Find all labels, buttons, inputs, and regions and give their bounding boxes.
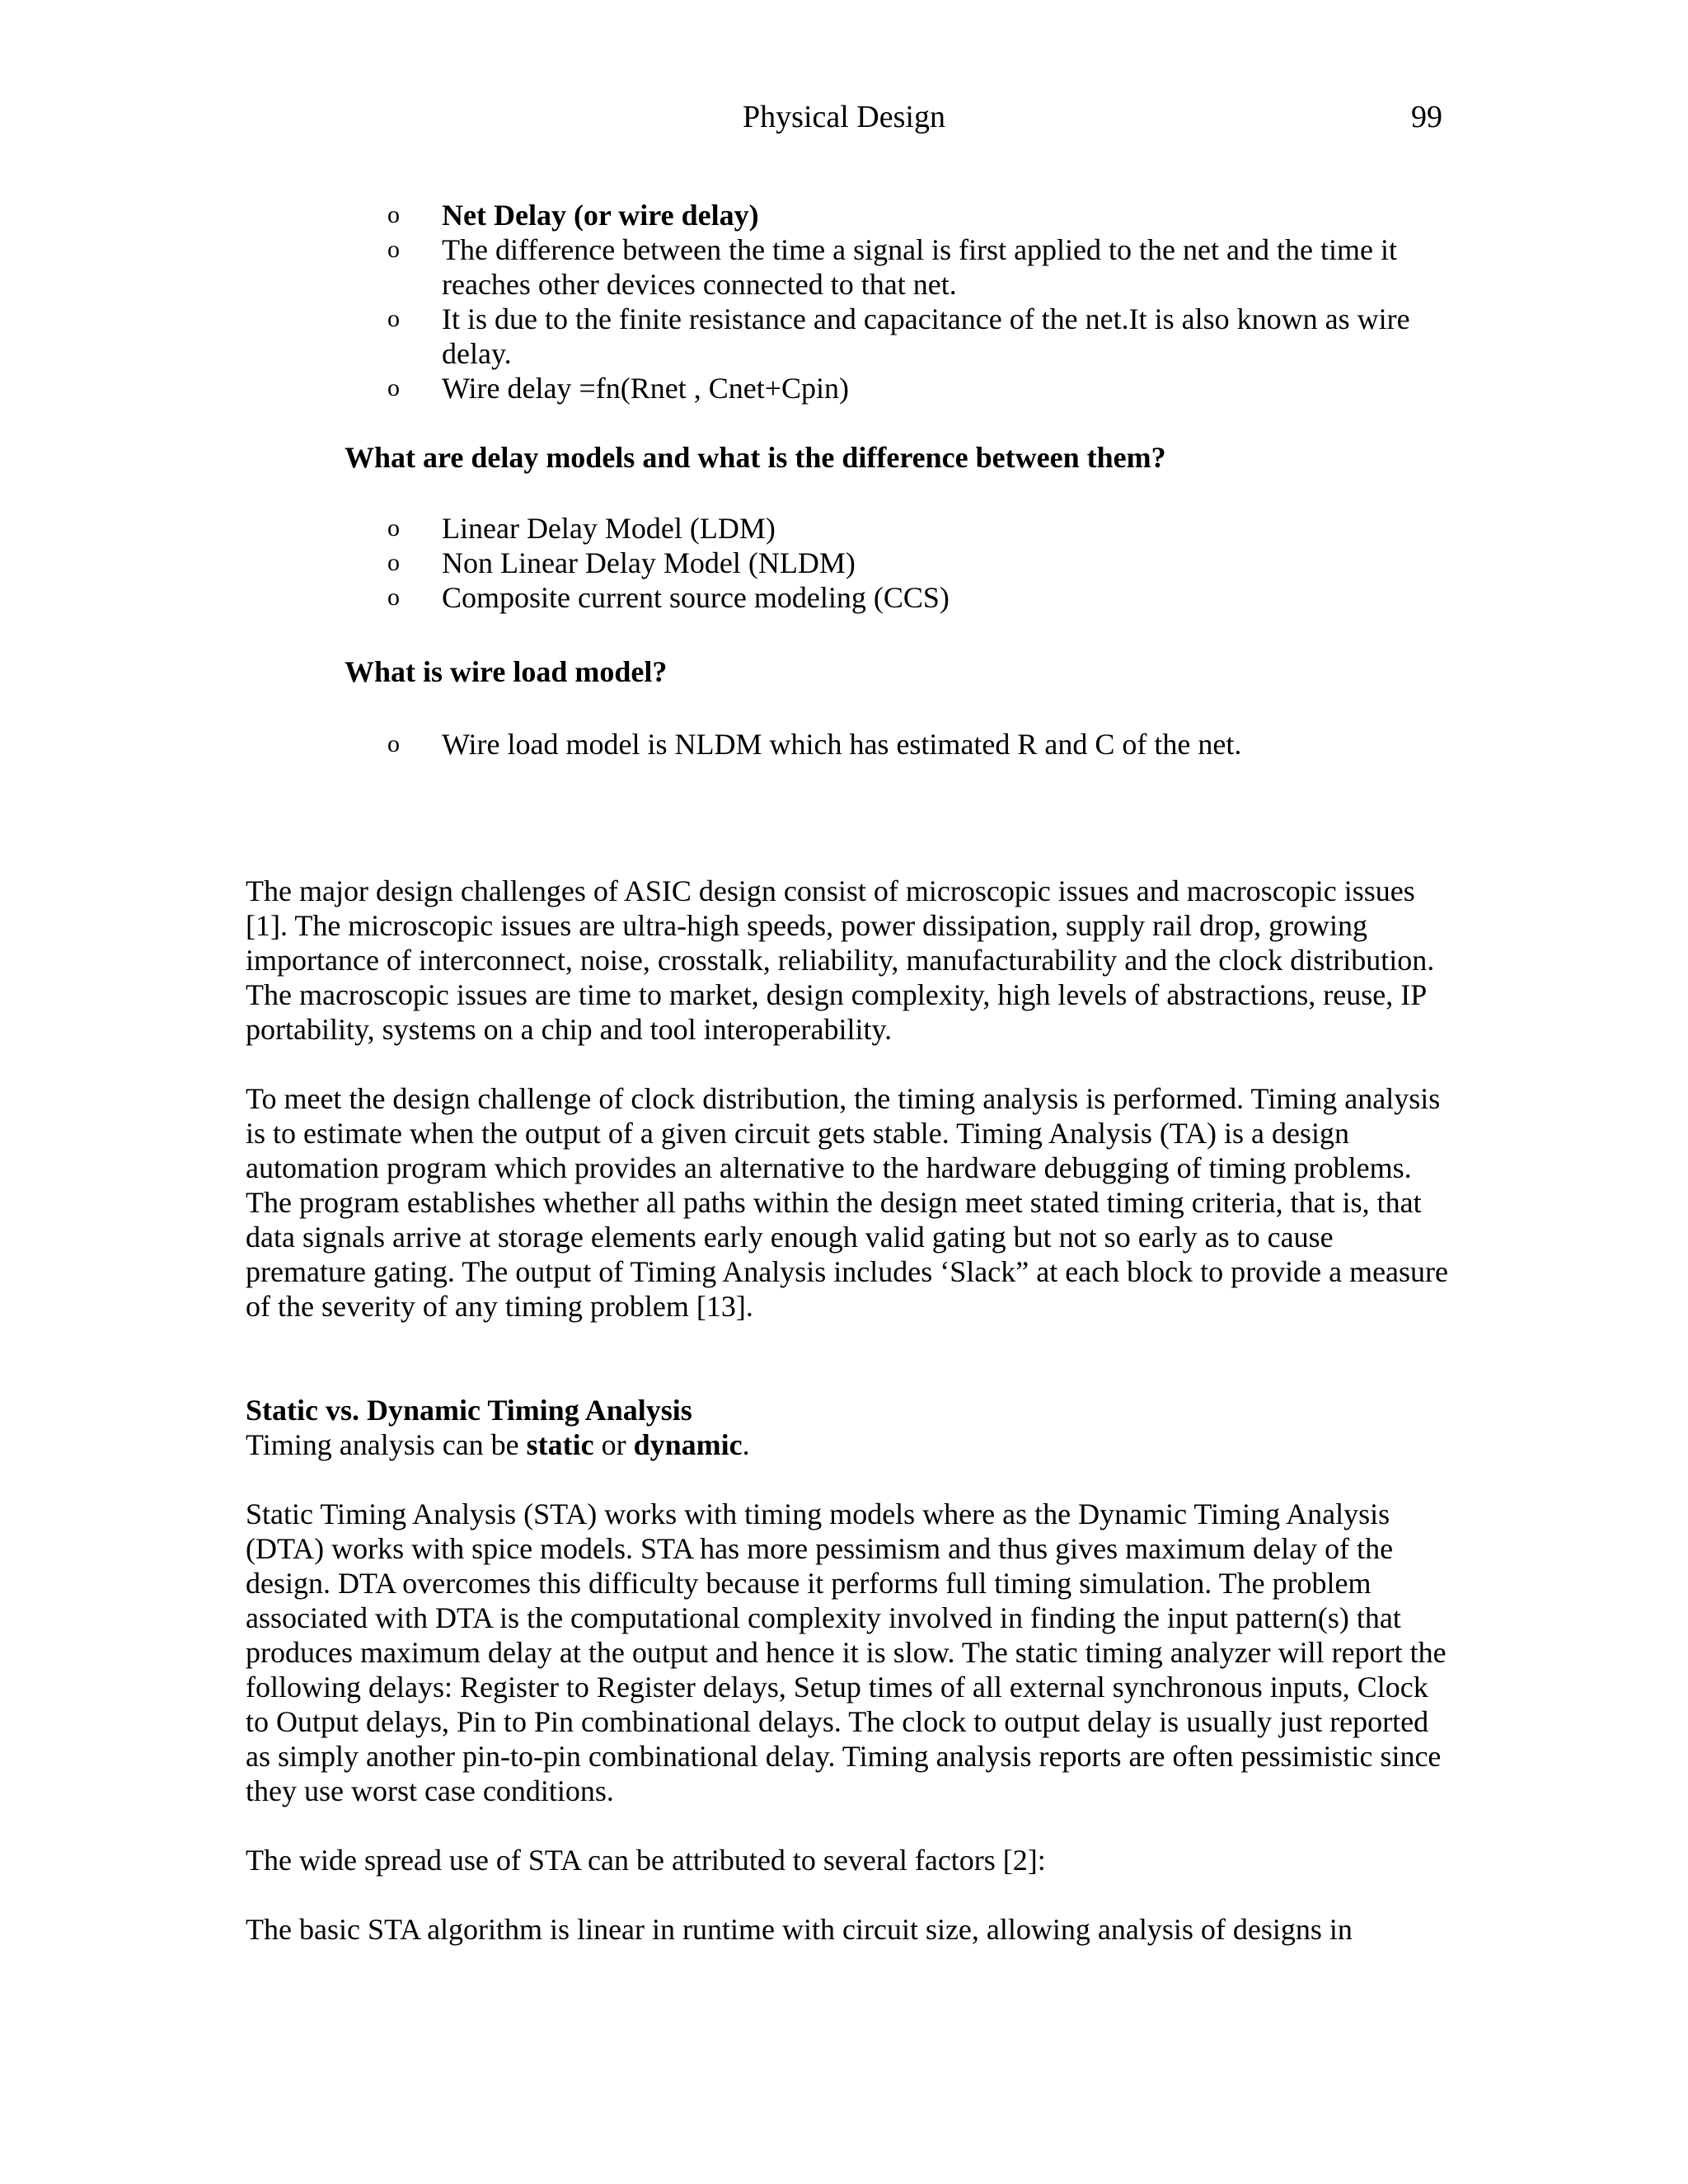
list-item bbox=[387, 198, 1451, 232]
bullet-marker: o bbox=[387, 236, 400, 263]
bullet-marker: o bbox=[387, 583, 400, 611]
bullet-marker: o bbox=[387, 305, 400, 332]
paragraph-wide-spread-use: The wide spread use of STA can be attributed to several factors [2]: bbox=[246, 1844, 1046, 1877]
net-delay-list bbox=[387, 198, 1451, 405]
list-item-text: Wire load model is NLDM which has estimated R and C of the net. bbox=[442, 728, 1242, 761]
bullet-marker: o bbox=[387, 549, 400, 576]
list-item-text: Linear Delay Model (LDM) bbox=[442, 512, 776, 545]
list-item bbox=[387, 546, 1451, 580]
list-item bbox=[387, 511, 1451, 546]
paragraph-sta-vs-dta: Static Timing Analysis (STA) works with timing models where as the Dynamic Timing Analysis (DTA) works with spice models. STA has more pessimism and thus gives maximum delay of the design. DTA overcomes this difficulty because it performs full timing simulation. The problem associated with DTA is the computational complexity involved in finding the input pattern(s) that produces maximum delay at the output and hence it is slow. The static timing analyzer will report the following delays: Register to Register delays, Setup times of all external synchronous inputs, Clock to Output delays, Pin to Pin combinational delays. The clock to output delay is usually just reported as simply another pin-to-pin combinational delay. Timing analysis reports are often pessimistic since they use worst case conditions. bbox=[246, 1497, 1447, 1807]
bullet-marker: o bbox=[387, 730, 400, 757]
list-item-text: Net Delay (or wire delay) bbox=[442, 199, 759, 232]
list-item-text: Wire delay =fn(Rnet , Cnet+Cpin) bbox=[442, 372, 850, 405]
list-item bbox=[387, 580, 1451, 615]
bullet-marker: o bbox=[387, 374, 400, 401]
paragraph-design-challenges: The major design challenges of ASIC design consist of microscopic issues and macroscopic issues [1]. The microscopic issues are ultra-high speeds, power dissipation, supply rail drop, growing importance of interconnect, noise, crosstalk, reliability, manufacturability and the clock distribution. The macroscopic issues are time to market, design complexity, high levels of abstractions, reuse, IP portability, systems on a chip and tool interoperability. bbox=[246, 874, 1435, 1046]
list-item-text: The difference between the time a signal is first applied to the net and the time it reaches other devices connected to that net. bbox=[442, 233, 1397, 301]
paragraph-static-or-dynamic bbox=[246, 1427, 1449, 1462]
paragraph-timing-analysis: To meet the design challenge of clock distribution, the timing analysis is performed. Timing analysis is to estimate when the output of a given circuit gets stable. Timing Analysis (TA) is a design automation program which provides an alternative to the hardware debugging of timing problems. The program establishes whether all paths within the design meet stated timing criteria, that is, that data signals arrive at storage elements early enough valid gating but not so early as to cause premature gating. The output of Timing Analysis includes ‘Slack” at each block to provide a measure of the severity of any timing problem [13]. bbox=[246, 1082, 1449, 1323]
question-heading-wire-load: What is wire load model? bbox=[345, 655, 668, 688]
intro-dynamic-term: dynamic bbox=[633, 1428, 743, 1461]
list-item bbox=[387, 302, 1451, 371]
intro-suffix: . bbox=[742, 1428, 750, 1461]
list-item-text: It is due to the finite resistance and capacitance of the net.It is also known as wire delay. bbox=[442, 302, 1410, 370]
list-item-text: Non Linear Delay Model (NLDM) bbox=[442, 546, 856, 579]
wire-load-list bbox=[387, 727, 1451, 762]
running-header-title: Physical Design bbox=[743, 100, 945, 134]
list-item bbox=[387, 727, 1451, 762]
question-heading-delay-models: What are delay models and what is the difference between them? bbox=[345, 441, 1166, 474]
intro-middle: or bbox=[593, 1428, 634, 1461]
delay-models-list bbox=[387, 511, 1451, 615]
page-number: 99 bbox=[1411, 100, 1442, 134]
paragraph-basic-sta-algorithm: The basic STA algorithm is linear in runtime with circuit size, allowing analysis of designs in bbox=[246, 1913, 1353, 1946]
list-item bbox=[387, 232, 1451, 302]
bullet-marker: o bbox=[387, 201, 400, 228]
intro-prefix: Timing analysis can be bbox=[246, 1428, 527, 1461]
list-item bbox=[387, 371, 1451, 405]
section-heading-static-vs-dynamic: Static vs. Dynamic Timing Analysis bbox=[246, 1394, 692, 1427]
list-item-text: Composite current source modeling (CCS) bbox=[442, 581, 950, 614]
bullet-marker: o bbox=[387, 514, 400, 541]
intro-static-term: static bbox=[526, 1428, 594, 1461]
